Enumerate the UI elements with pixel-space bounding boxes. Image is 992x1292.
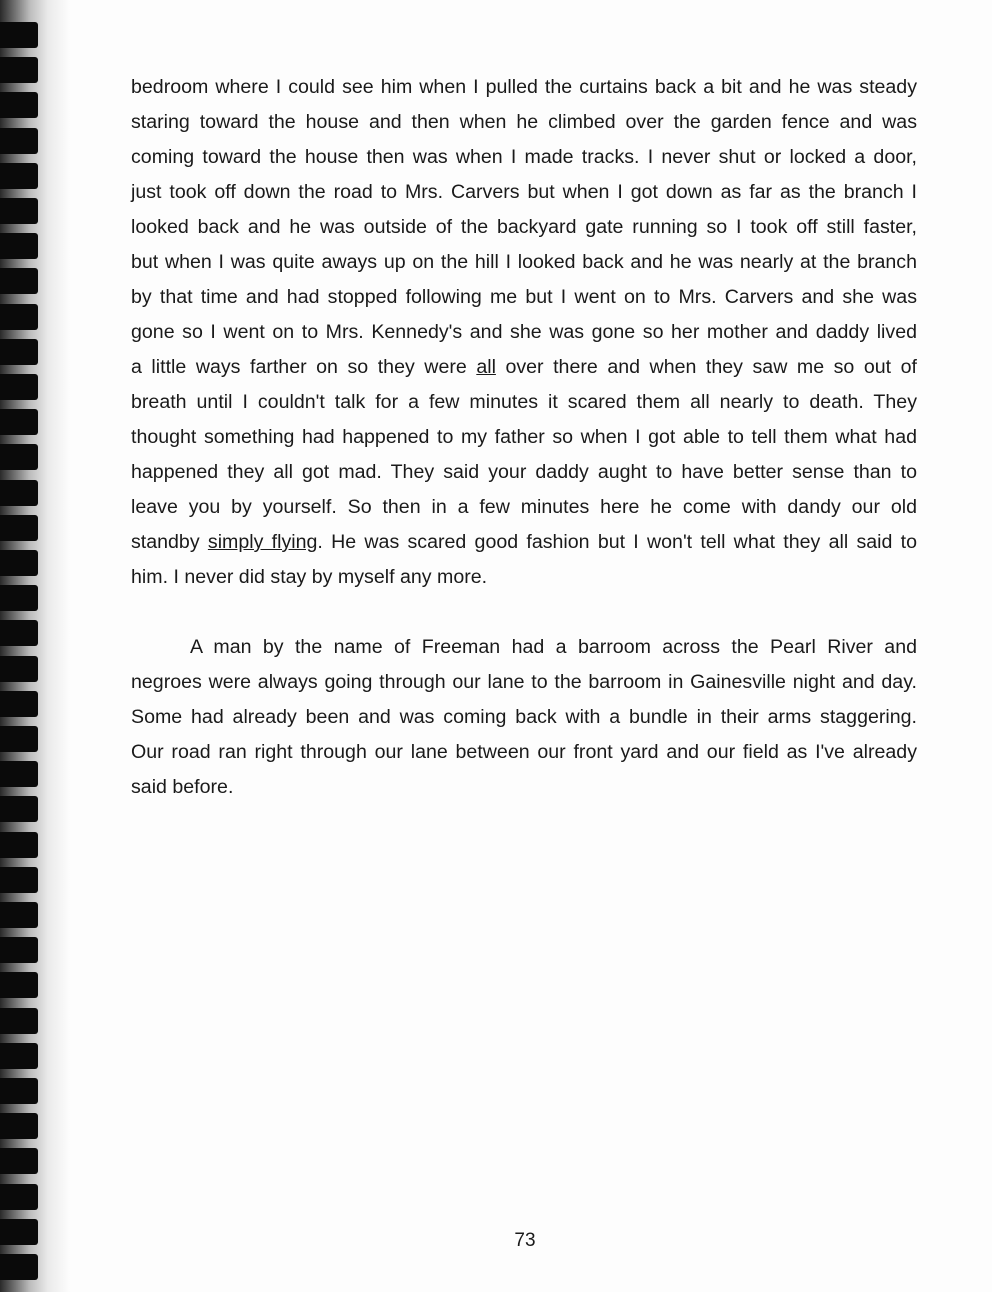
text-line: bedroom where I could see him when I pulled the curtains back a bit and he was steady: [131, 76, 917, 98]
paragraph-2: [131, 630, 917, 805]
text-line: thought something had happened to my father so when I got able to tell them what had: [131, 426, 917, 448]
binding-hole: [0, 1184, 38, 1210]
binding-hole: [0, 1078, 38, 1104]
binding-hole: [0, 1254, 38, 1280]
binding-hole: [0, 515, 38, 541]
binding-hole: [0, 444, 38, 470]
text-line: gone so I went on to Mrs. Kennedy's and she was gone so her mother and daddy lived: [131, 321, 917, 343]
binding-hole: [0, 128, 38, 154]
text-segment: over there and when they saw me so out of: [495, 356, 917, 378]
text-line: Some had already been and was coming back with a bundle in their arms staggering.: [131, 706, 917, 728]
text-line: Our road ran right through our lane between our front yard and our field as I've already: [131, 741, 917, 763]
binding-hole: [0, 972, 38, 998]
text-line: by that time and had stopped following me but I went on to Mrs. Carvers and she was: [131, 286, 917, 308]
binding-hole: [0, 867, 38, 893]
binding-hole: [0, 796, 38, 822]
binding-holes: [0, 0, 40, 1292]
text-line: leave you by yourself. So then in a few minutes here he come with dandy our old: [131, 496, 917, 518]
binding-hole: [0, 1148, 38, 1174]
binding-hole: [0, 409, 38, 435]
text-segment: standby: [131, 531, 208, 553]
text-line: breath until I couldn't talk for a few minutes it scared them all nearly to death. They: [131, 391, 917, 413]
binding-hole: [0, 92, 38, 118]
page-number: 73: [514, 1230, 536, 1251]
binding-hole: [0, 22, 38, 48]
text-line: happened they all got mad. They said your daddy aught to have better sense than to: [131, 461, 917, 483]
binding-hole: [0, 1008, 38, 1034]
text-line: him. I never did stay by myself any more.: [131, 566, 488, 588]
text-line: [131, 525, 917, 560]
binding-hole: [0, 761, 38, 787]
binding-hole: [0, 1113, 38, 1139]
binding-hole: [0, 339, 38, 365]
text-segment: a little ways farther on so they were: [131, 356, 477, 378]
binding-hole: [0, 233, 38, 259]
text-line: staring toward the house and then when he climbed over the garden fence and was: [131, 111, 917, 133]
text-line: A man by the name of Freeman had a barroom across the Pearl River and: [190, 636, 917, 658]
text-line: but when I was quite aways up on the hill I looked back and he was nearly at the branch: [131, 251, 917, 273]
binding-hole: [0, 1043, 38, 1069]
binding-hole: [0, 550, 38, 576]
text-line: said before.: [131, 776, 234, 798]
text-line: just took off down the road to Mrs. Carvers but when I got down as far as the branch I: [131, 181, 917, 203]
text-line: [131, 350, 917, 385]
text-segment: . He was scared good fashion but I won't tell what they all said to: [317, 531, 917, 553]
binding-hole: [0, 902, 38, 928]
binding-hole: [0, 268, 38, 294]
underlined-text: all: [476, 356, 496, 378]
paragraph-1: [131, 70, 917, 595]
binding-hole: [0, 656, 38, 682]
text-line: looked back and he was outside of the backyard gate running so I took off still faster,: [131, 216, 917, 238]
binding-hole: [0, 937, 38, 963]
binding-hole: [0, 620, 38, 646]
binding-hole: [0, 304, 38, 330]
underlined-text: simply flying: [207, 531, 318, 553]
binding-hole: [0, 163, 38, 189]
text-line: coming toward the house then was when I made tracks. I never shut or locked a door,: [131, 146, 917, 168]
binding-hole: [0, 198, 38, 224]
binding-hole: [0, 585, 38, 611]
binding-hole: [0, 832, 38, 858]
binding-hole: [0, 691, 38, 717]
binding-hole: [0, 374, 38, 400]
binding-hole: [0, 726, 38, 752]
binding-hole: [0, 480, 38, 506]
binding-hole: [0, 57, 38, 83]
text-line: negroes were always going through our lane to the barroom in Gainesville night and day.: [131, 671, 917, 693]
